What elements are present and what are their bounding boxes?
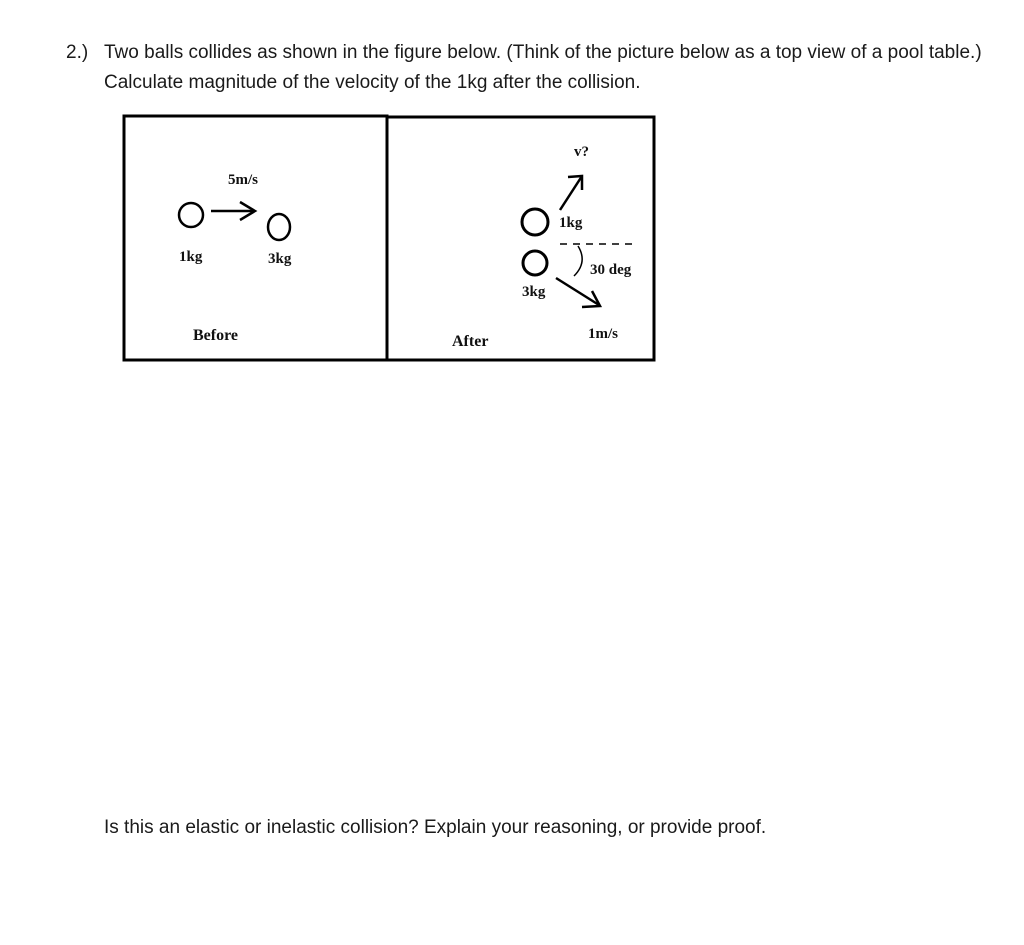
- before-caption: Before: [193, 327, 239, 344]
- after-unknown-velocity-label: v?: [574, 144, 589, 160]
- arrow-up-right-icon: [560, 176, 582, 210]
- arrow-down-right-icon: [556, 278, 600, 307]
- before-panel: [124, 116, 387, 360]
- after-mass-3-label: 3kg: [522, 284, 546, 300]
- after-speed-label: 1m/s: [588, 326, 618, 342]
- ball-3kg-before: [268, 214, 290, 240]
- question-text: Two balls collides as shown in the figure below. (Think of the picture below as a top view of a pool table.) Calculate magnitude of the velocity of the 1kg after the collision.: [104, 42, 982, 93]
- after-caption: After: [452, 333, 489, 350]
- before-mass-3-label: 3kg: [268, 251, 292, 267]
- question-number: 2.): [66, 42, 89, 63]
- arrow-right-icon: [211, 202, 255, 220]
- after-panel: [387, 117, 654, 360]
- ball-1kg-after: [522, 209, 548, 235]
- followup-question: Is this an elastic or inelastic collision? Explain your reasoning, or provide proof.: [104, 817, 767, 838]
- after-angle-label: 30 deg: [590, 262, 632, 278]
- ball-3kg-after: [523, 251, 547, 275]
- angle-arc: [574, 246, 582, 276]
- after-mass-1-label: 1kg: [559, 215, 583, 231]
- before-speed-label: 5m/s: [228, 172, 258, 188]
- ball-1kg-before: [179, 203, 203, 227]
- before-mass-1-label: 1kg: [179, 249, 203, 265]
